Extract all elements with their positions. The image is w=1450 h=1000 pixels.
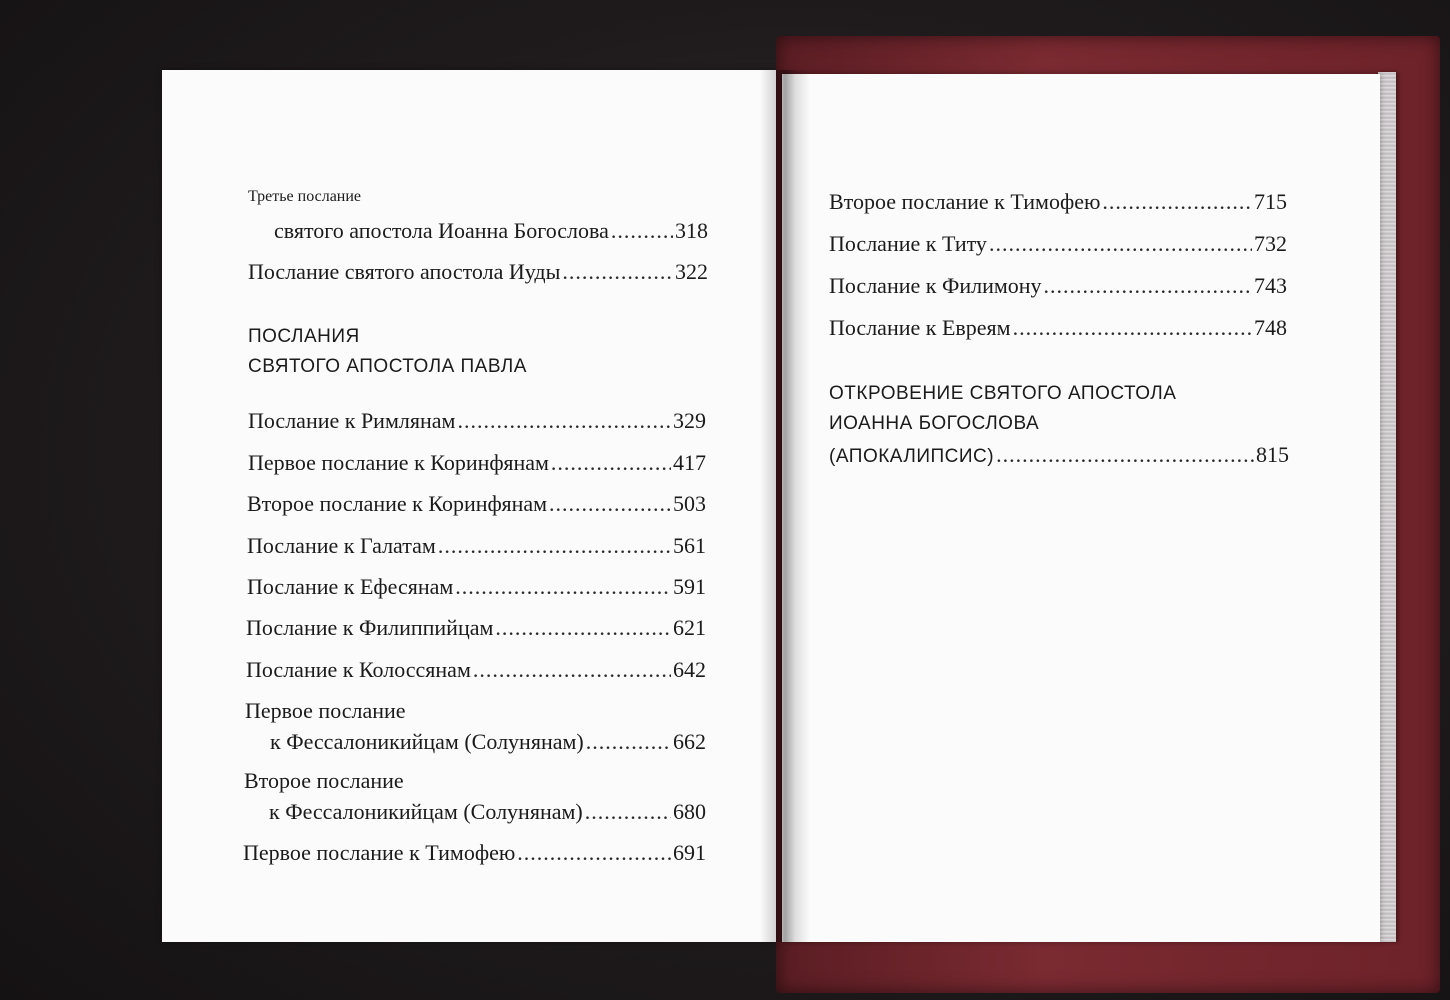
toc-entry-2corinthians — [247, 491, 706, 517]
leader-dots — [551, 450, 671, 476]
leader-dots — [517, 840, 671, 866]
toc-page-number: 715 — [1254, 189, 1287, 214]
toc-page-number: 329 — [673, 408, 706, 433]
leader-dots — [1044, 273, 1252, 299]
toc-page-number: 318 — [675, 218, 708, 243]
toc-page-number: 503 — [673, 491, 706, 516]
leader-dots — [996, 442, 1254, 468]
toc-entry-galatians — [247, 533, 706, 559]
toc-entry-titus — [829, 231, 1287, 257]
toc-entry-title: Послание к Титу — [829, 231, 987, 256]
toc-entry-title: к Фессалоникийцам (Солунянам) — [270, 729, 584, 754]
section-heading-line1: ОТКРОВЕНИЕ СВЯТОГО АПОСТОЛА — [829, 383, 1177, 404]
toc-entry-title: Послание к Ефесянам — [247, 574, 454, 599]
leader-dots — [473, 657, 671, 683]
toc-entry-2thessalonians — [244, 768, 706, 825]
toc-entry-title: Послание святого апостола Иуды — [248, 259, 561, 284]
toc-entry-colossians — [246, 657, 706, 683]
toc-entry-3john — [248, 188, 708, 244]
toc-page-number: 691 — [673, 840, 706, 865]
toc-entry-ephesians — [247, 574, 706, 600]
section-heading-line2: СВЯТОГО АПОСТОЛА ПАВЛА — [248, 356, 527, 377]
leader-dots — [457, 408, 671, 434]
toc-entry-title: Послание к Римлянам — [248, 408, 456, 433]
toc-page-number: 748 — [1254, 315, 1287, 340]
toc-page-number: 680 — [673, 799, 706, 824]
section-heading-revelation — [829, 379, 1289, 439]
toc-entry-line1: Первое послание — [245, 698, 406, 723]
toc-entry-line1: Второе послание — [244, 768, 404, 793]
page-edges — [1378, 72, 1396, 942]
toc-entry-title: Послание к Галатам — [247, 533, 436, 558]
toc-entry-title: (АПОКАЛИПСИС) — [829, 446, 995, 467]
leader-dots — [585, 799, 671, 825]
leader-dots — [438, 533, 671, 559]
leader-dots — [611, 218, 673, 244]
toc-page-number: 743 — [1254, 273, 1287, 298]
toc-entry-jude — [248, 259, 708, 285]
toc-entry-1corinthians — [248, 450, 706, 476]
toc-entry-title: Послание к Филимону — [829, 273, 1042, 298]
toc-entry-romans — [248, 408, 706, 434]
toc-entry-2timothy — [829, 189, 1287, 215]
toc-entry-title: Второе послание к Коринфянам — [247, 491, 548, 516]
toc-entry-line1: Третье послание — [248, 188, 362, 205]
leader-dots — [455, 574, 671, 600]
toc-entry-philippians — [246, 615, 706, 641]
toc-entry-title: к Фессалоникийцам (Солунянам) — [269, 799, 583, 824]
leader-dots — [495, 615, 671, 641]
leader-dots — [1102, 189, 1252, 215]
toc-page-number: 815 — [1256, 442, 1289, 467]
leader-dots — [549, 491, 671, 517]
toc-entry-title: Второе послание к Тимофею — [829, 189, 1101, 214]
toc-entry-philemon — [829, 273, 1287, 299]
toc-page-number: 322 — [675, 259, 708, 284]
toc-entry-1thessalonians — [245, 698, 706, 755]
toc-entry-title: Первое послание к Тимофею — [243, 840, 516, 865]
toc-page-number: 591 — [673, 574, 706, 599]
leader-dots — [562, 259, 673, 285]
book-gutter — [760, 70, 810, 942]
toc-page-number: 417 — [673, 450, 706, 475]
toc-entry-1timothy — [243, 840, 706, 866]
leader-dots — [586, 729, 671, 755]
toc-entry-title: Послание к Филиппийцам — [246, 615, 494, 640]
section-heading-line2: ИОАННА БОГОСЛОВА — [829, 413, 1040, 434]
toc-page-number: 662 — [673, 729, 706, 754]
toc-entry-revelation — [829, 379, 1289, 468]
section-heading-line1: ПОСЛАНИЯ — [248, 326, 360, 347]
leader-dots — [989, 231, 1252, 257]
toc-page-number: 642 — [673, 657, 706, 682]
toc-entry-title: Первое послание к Коринфянам — [248, 450, 549, 475]
leader-dots — [1013, 315, 1252, 341]
toc-entry-title: Послание к Евреям — [829, 315, 1011, 340]
section-heading-paul — [248, 322, 527, 382]
toc-entry-title: Послание к Колоссянам — [246, 657, 471, 682]
toc-entry-hebrews — [829, 315, 1287, 341]
toc-page-number: 732 — [1254, 231, 1287, 256]
toc-entry-title: святого апостола Иоанна Богослова — [274, 218, 609, 243]
toc-page-number: 621 — [673, 615, 706, 640]
toc-page-number: 561 — [673, 533, 706, 558]
